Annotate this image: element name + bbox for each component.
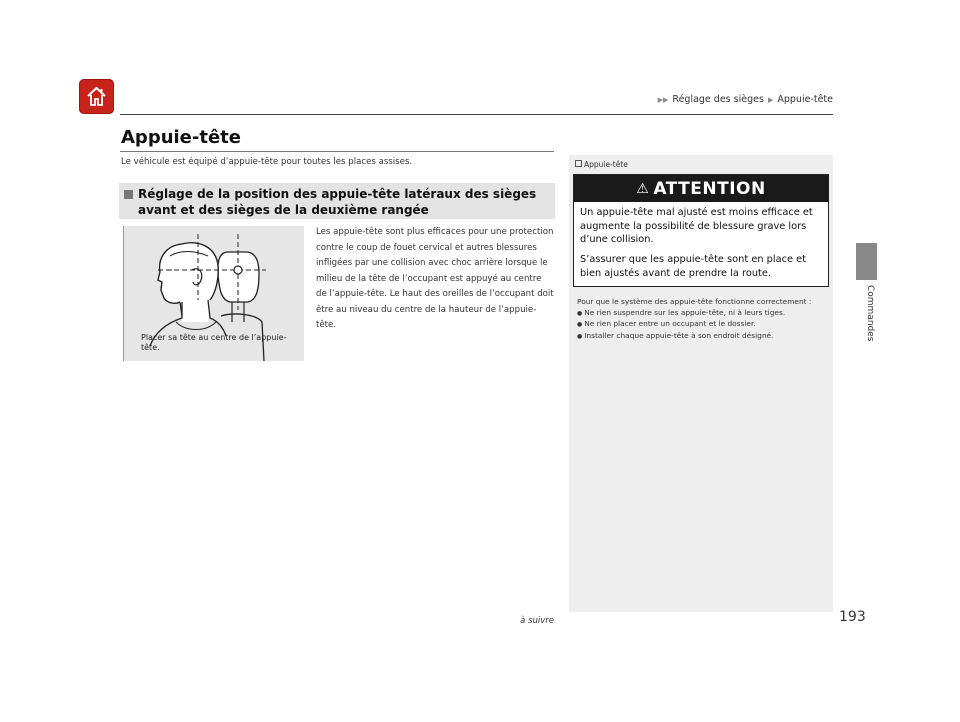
intro-text: Le véhicule est équipé d’appuie-tête pour toutes les places assises. (121, 157, 413, 167)
continued-label: à suivre (520, 616, 554, 626)
title-divider (120, 151, 554, 152)
chapter-tab-marker[interactable] (856, 243, 877, 280)
side-reference (575, 160, 628, 169)
warning-paragraph-1: Un appuie-tête mal ajusté est moins efficace et augmente la possibilité de blessure grave lors d’une collision. (580, 207, 813, 245)
page-number: 193 (839, 609, 866, 625)
home-button[interactable] (79, 79, 114, 114)
warning-triangle-icon: ⚠ (636, 180, 650, 197)
header-divider (120, 114, 833, 115)
warning-header (574, 175, 828, 202)
warning-paragraph-2: S’assurer que les appuie-tête sont en place et bien ajustés avant de prendre la route. (580, 254, 807, 279)
chapter-tab-label: Commandes (865, 285, 875, 342)
reference-square-icon (575, 160, 582, 167)
notes-intro: Pour que le système des appuie-tête fonctionne correctement : (577, 297, 812, 306)
breadcrumb-arrow-icon: ▶ (767, 96, 774, 104)
breadcrumb-item-headrest[interactable]: Appuie-tête (777, 94, 833, 105)
breadcrumb-arrow-icon: ▶▶ (657, 96, 669, 104)
notes (577, 297, 827, 342)
home-icon (85, 85, 108, 108)
section-title: Réglage de la position des appuie-tête latéraux des sièges avant et des sièges de la deuxième rangée (138, 187, 537, 217)
list-item: ● Installer chaque appuie-tête à son endroit désigné. (577, 331, 827, 343)
warning-title: ATTENTION (653, 178, 766, 199)
list-item: ● Ne rien suspendre sur les appuie-tête, ni à leurs tiges. (577, 308, 827, 320)
section-square-icon (124, 190, 133, 199)
breadcrumb (120, 94, 833, 105)
body-paragraph: Les appuie-tête sont plus efficaces pour une protection contre le coup de fouet cervical et autres blessures infligées par une collision avec choc arrière lorsque le milieu de la tête de l’occupant est appuyé au centre de l’appuie-tête. Le haut des oreilles de l’occupant doit être au niveau du centre de la hauteur de l’appuie-tête. (316, 227, 554, 330)
figure-caption: Placer sa tête au centre de l’appuie-tête. (141, 333, 287, 352)
side-reference-label: Appuie-tête (584, 160, 628, 169)
page-title: Appuie-tête (121, 127, 241, 148)
list-item: ● Ne rien placer entre un occupant et le dossier. (577, 319, 827, 331)
breadcrumb-item-seat-adjust[interactable]: Réglage des sièges (672, 94, 764, 105)
